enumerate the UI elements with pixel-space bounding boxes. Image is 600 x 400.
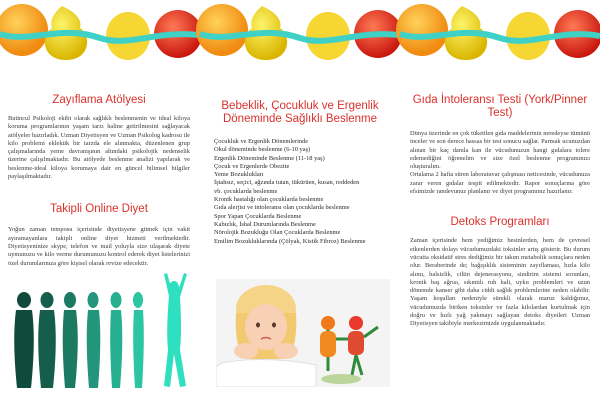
column-left <box>0 64 198 268</box>
weight-loss-workshop-text: Butincul Psikoloji ekibi olarak sağlıklı beslenmenin ve ideal kiloya koruma programlarının yaşam tarzı haline getirilmesini sağlayacak atölyeler hazırladık. Uzman Diyetisyen ve Uzman Psikolog kadrosu ile kilo problemi eklektik bir tarzda ele alınmakta, düzenlenen grup çalışmalarında yeme davranışının altındaki psikolojik nedenselik üzerine çalışılmaktadır. Bu atölyede beslenme analizi yapılarak ve beslenme-ideal kiloya korumaya dair en güncel bilimsel bilgiler paylaşılmaktadır. <box>8 115 190 181</box>
orange-icon <box>196 4 248 56</box>
weight-loss-workshop-heading: Zayıflama Atölyesi <box>52 94 146 106</box>
list-item: İştahsız, seçici, ağzında tutan, tükürüen, kusan, reddeden <box>214 179 360 187</box>
list-item: vb. çocuklarda beslenme <box>214 187 278 195</box>
food-intolerance-test-text-2: Ortalama 2 hafta süren laboratuvar çalışması neticesinde, vücudunuza zarar veren gıdalar tespit edilmektedir. Rapor sonuçlarına göre efsimizde randevunuz planlanır ve diyet programınız hazırlanır. <box>410 171 590 196</box>
list-item: Çocuk ve Ergenlerde Obezite <box>214 162 290 170</box>
silhouette-figure <box>14 292 34 388</box>
silhouette-figure <box>110 292 122 388</box>
silhouette-figure-jumping <box>164 273 187 387</box>
detox-programs-text: Zaman içerisinde hem yediğimiz besinlerden, hem de çevresel etkenlerden dolayı vücudumuzdaki toksinler artış gösterir. Bu durum vücutta oksidatif stres dediğimiz bir takım metabolik sonuçlara neden olur. Beraberinde de; bağışıklık sisteminin zayıflaması, hızla kilo alımı, halsizlik, ciltin dejenerasyonu, sindirim sistemi sorunları, kronik baş ağrısı, sıkıntılı ruh hali, uyku problemleri ve uzun dönemde kanser gibi daha ciddi sağlık problemlerine neden olabilir. Yaşam koşulları nedeniyle sürekli olarak maruz kaldığımız, vücudumuzda biriken toksinler ve fazla kilolardan kurtulmak için doğru ve hızlı yağ yakmayı sağlayan detoks diyetleri Uzman Diyetisyen takibiyle merkezimizde uygulanmaktadır. <box>410 237 590 328</box>
fruit-banner-graphic <box>0 0 600 64</box>
silhouette-figure <box>133 292 144 388</box>
fruit-banner <box>0 0 600 64</box>
list-item: Emilim Bozukluklarında (Çölyak, Kistik Fibroz) Beslenme <box>214 237 366 245</box>
child-nutrition-heading: Bebeklik, Çocukluk ve Ergenlik Döneminde Sağlıklı Beslenme <box>221 100 379 125</box>
fruit-group-2 <box>196 4 405 60</box>
list-item: Nörolojik Bozukluğu Olan Çocuklarda Beslenme <box>214 229 341 237</box>
online-diet-text: Yoğun zaman temposu içerisinde diyetisyene gitmek için vakit ayıramayanlara takipli online diyet hizmeti verilmektedir. Diyetisyeninize skype, telefon ve mail yoluyla size ulaşarak diyete uymunuzu ve kilo verme durumunuzu kontrol ederek diyet listelerinizi özel durumlarınıza göre kişisel olarak revize edecektir. <box>8 226 190 267</box>
list-item: Spor Yapan Çocuklarda Beslenme <box>214 212 302 220</box>
silhouette-figure <box>87 292 101 388</box>
orange-icon <box>0 4 48 56</box>
list-item: Kronik hastalığı olan çocuklarda beslenme <box>214 196 324 204</box>
list-item: Çocukluk ve Ergenlik Dönemlerinde <box>214 138 309 145</box>
silhouette-figure <box>63 292 78 388</box>
fruit-group-3 <box>396 4 600 60</box>
column-right <box>400 64 600 329</box>
list-item: Ergenlik Döneminde Beslenme (11-18 yaş) <box>214 154 325 162</box>
list-item: Gıda alerjisi ve intoleransı olan çocuklarda beslenme <box>214 204 350 212</box>
detox-programs-heading: Detoks Programları <box>450 216 550 229</box>
weight-loss-silhouettes-illustration <box>14 270 194 390</box>
list-item: Okul döneminde beslenme (6-10 yaş) <box>214 146 311 154</box>
food-intolerance-test-heading: Gıda İntoleransı Testi (York/Pinner Test) <box>412 94 588 119</box>
child-nutrition-list <box>214 138 392 246</box>
list-item: Yeme Bozuklukları <box>214 171 264 179</box>
list-item: Kabızlık, İshal Durumlarında Beslenme <box>214 220 316 228</box>
child-with-vegetables-photo <box>216 279 390 387</box>
food-intolerance-test-text-1: Dünya üzerinde en çok tüketilen gıda maddelerinin neredeyse tümünü inceler ve son derece hassas bir test sonucu sağlar. Parmak ucunuzdan alınan bir kaç damla kan ile vücudunuzun hangi gıdalara tolere edemediğini öğrenelim ve size özel beslenme programınızı oluşturalım. <box>410 130 590 171</box>
fruit-group-1 <box>0 4 205 60</box>
silhouette-figure <box>38 292 56 388</box>
column-middle <box>200 64 400 246</box>
orange-icon <box>396 4 448 56</box>
online-diet-heading: Takipli Online Diyet <box>50 203 148 216</box>
